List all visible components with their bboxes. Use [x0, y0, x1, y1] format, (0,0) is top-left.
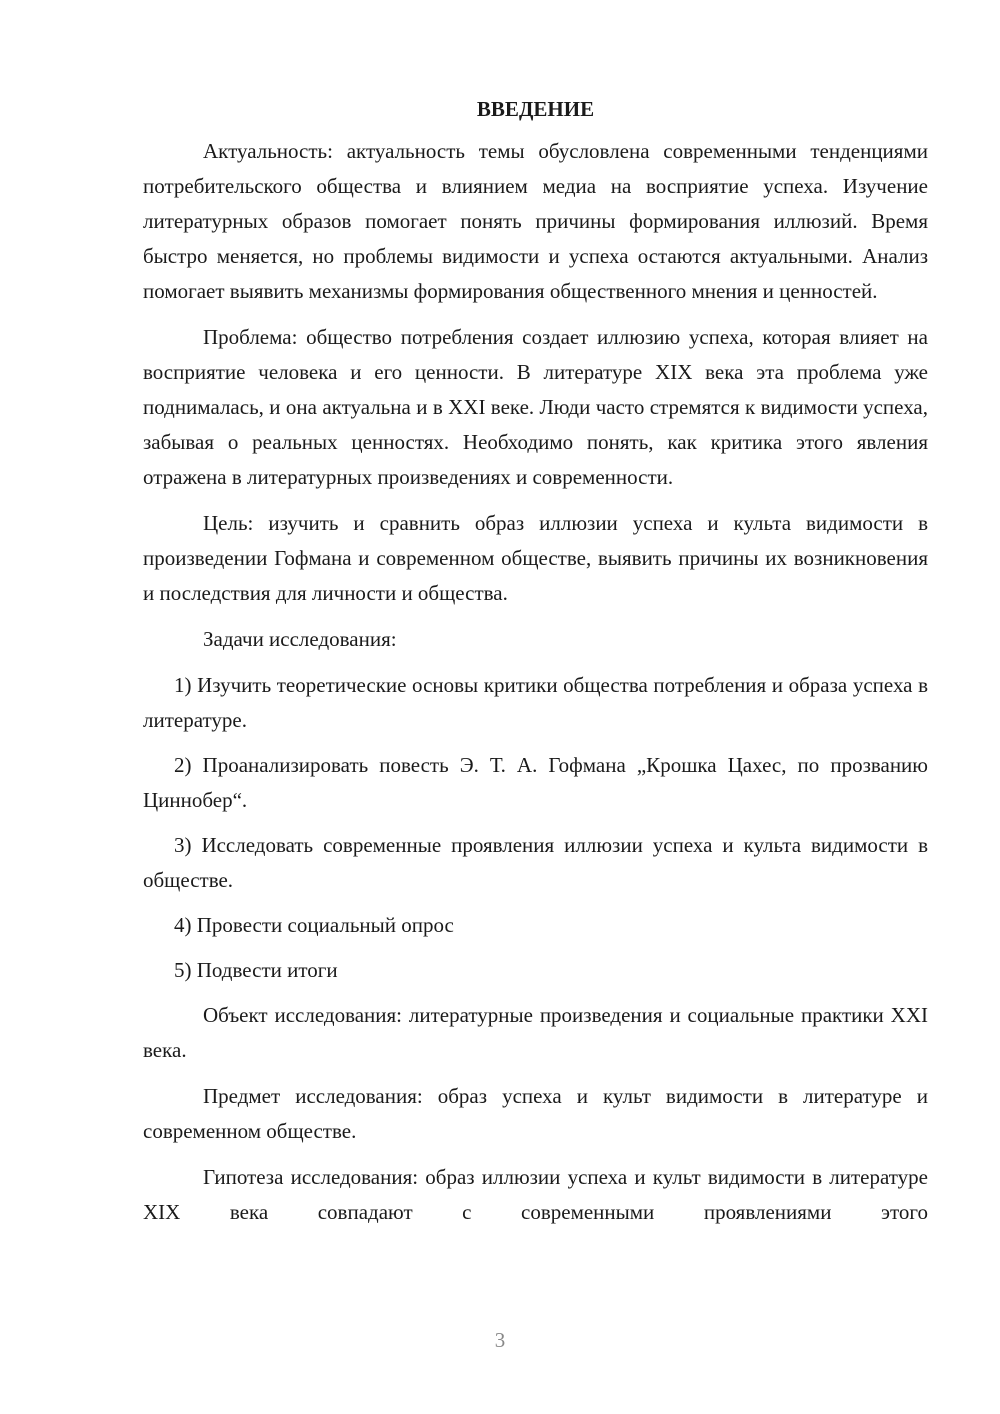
task-item-5: 5) Подвести итоги	[174, 958, 338, 982]
object-paragraph: Объект исследования: литературные произведения и социальные практики XXI века.	[143, 1003, 928, 1062]
tasks-title: Задачи исследования:	[203, 627, 397, 651]
document-page	[143, 92, 928, 1230]
task-item-3: 3) Исследовать современные проявления иллюзии успеха и культа видимости в обществе.	[143, 833, 928, 892]
task-item-2: 2) Проанализировать повесть Э. Т. А. Гофмана „Крошка Цахес, по прозванию Циннобер“.	[143, 753, 928, 812]
section-heading: ВВЕДЕНИЕ	[476, 97, 595, 121]
subject-paragraph: Предмет исследования: образ успеха и культ видимости в литературе и современном обществе.	[143, 1084, 928, 1143]
goal-paragraph: Цель: изучить и сравнить образ иллюзии успеха и культа видимости в произведении Гофмана и современном обществе, выявить причины их возникновения и последствия для личности и общества.	[143, 511, 928, 605]
page-number: 3	[494, 1328, 506, 1352]
hypothesis-paragraph: Гипотеза исследования: образ иллюзии успеха и культ видимости в литературе XIX века совпадают с современными проявлениями этого	[143, 1165, 928, 1224]
problem-paragraph: Проблема: общество потребления создает иллюзию успеха, которая влияет на восприятие человека и его ценности. В литературе XIX века эта проблема уже поднималась, и она актуальна и в XXI веке. Люди часто стремятся к видимости успеха, забывая о реальных ценностях. Необходимо понять, как критика этого явления отражена в литературных произведениях и современности.	[143, 325, 928, 489]
task-item-4: 4) Провести социальный опрос	[174, 913, 454, 937]
task-item-1: 1) Изучить теоретические основы критики общества потребления и образа успеха в литературе.	[143, 673, 928, 732]
relevance-paragraph: Актуальность: актуальность темы обусловлена современными тенденциями потребительского общества и влиянием медиа на восприятие успеха. Изучение литературных образов помогает понять причины формирования иллюзий. Время быстро меняется, но проблемы видимости и успеха остаются актуальными. Анализ помогает выявить механизмы формирования общественного мнения и ценностей.	[143, 139, 928, 303]
